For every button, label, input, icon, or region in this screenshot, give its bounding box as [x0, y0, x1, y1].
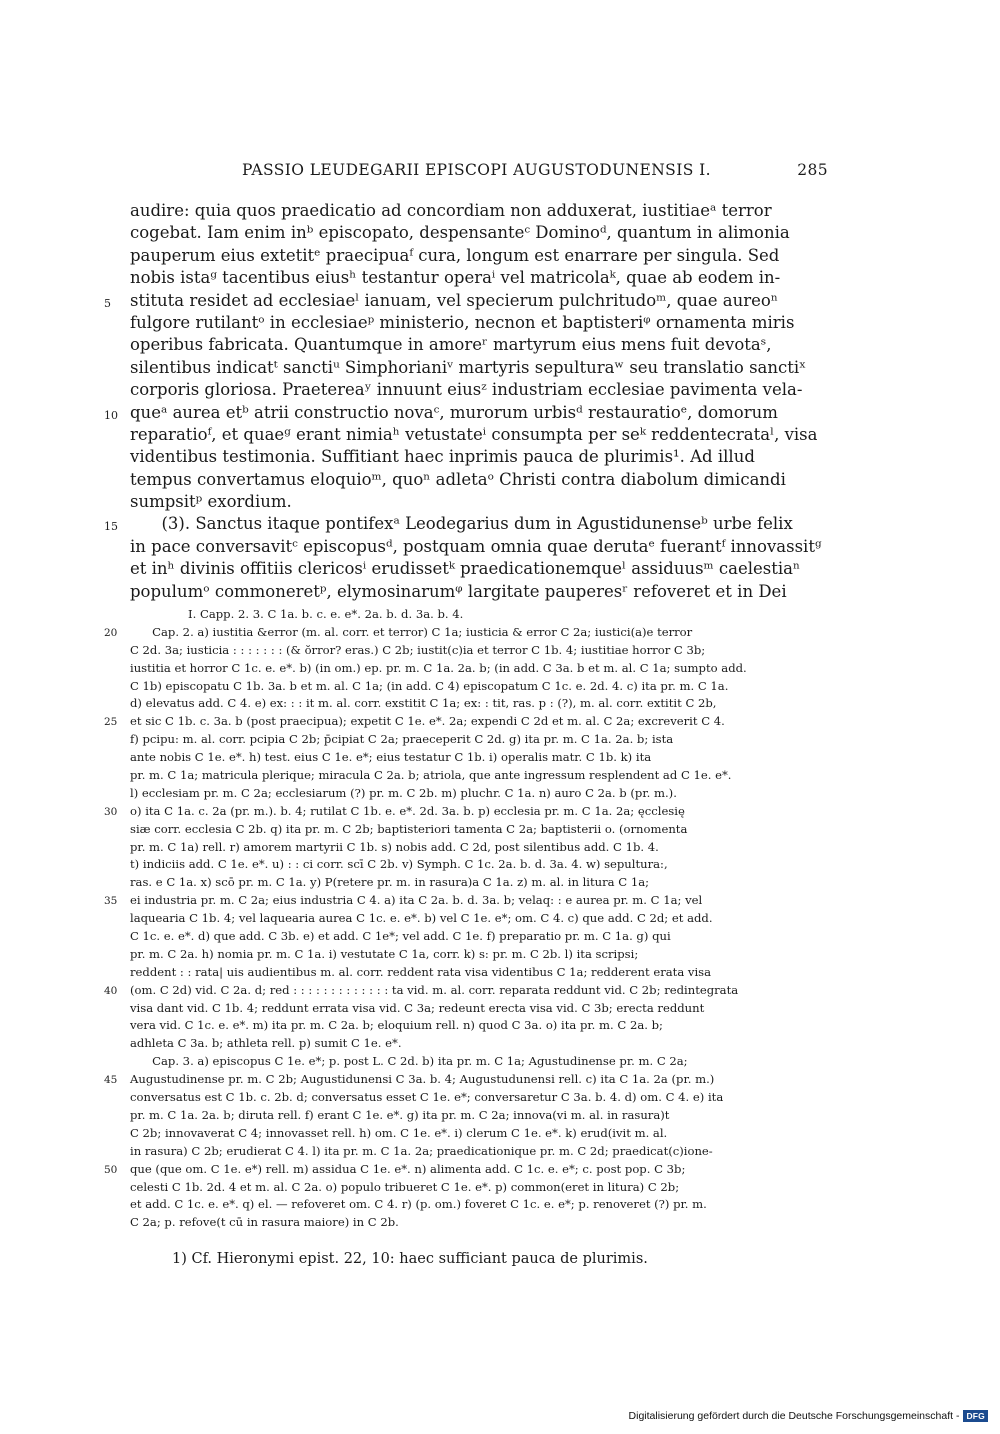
main-line-text: pauperum eius extetitᵉ praecipuaᶠ cura, longum est enarrare per singula. Sed [130, 245, 780, 265]
apparatus-line-text: C 2a; p. refove(t cū in rasura maiore) in C 2b. [130, 1215, 399, 1230]
footnote: 1) Cf. Hieronymi epist. 22, 10: haec sufficiant pauca de plurimis. [172, 1251, 648, 1267]
apparatus-line-text: pr. m. C 1a; matricula plerique; miracula C 2a. b; atriola, que ante ingressum resplendent ad C 1e. e*. [130, 768, 732, 783]
main-line [130, 200, 828, 222]
main-line-text: sumpsitᵖ exordium. [130, 492, 292, 512]
main-line [130, 245, 828, 267]
main-line [130, 334, 828, 356]
apparatus-line-text: C 2b; innovaverat C 4; innovasset rell. h) om. C 1e. e*. i) clerum C 1e. e*. k) erud(ivit m. al. [130, 1125, 668, 1140]
main-line [130, 357, 828, 379]
main-line [130, 491, 828, 513]
main-line-text: silentibus indicatᵗ sanctiᵘ Simphorianiᵛ martyris sepulturaʷ seu translatio sanctiˣ [130, 357, 807, 377]
apparatus-line-text: ei industria pr. m. C 2a; eius industria C 4. a) ita C 2a. b. d. 3a. b; velaq: : e aurea pr. m. C 1a; vel [130, 893, 703, 908]
dfg-logo: DFG [963, 1410, 988, 1422]
main-line-text: (3). Sanctus itaque pontifexᵃ Leodegarius dum in Agustidunenseᵇ urbe felix [130, 514, 793, 534]
main-line-text: fulgore rutilantᵒ in ecclesiaeᵖ ministerio, necnon et baptisteriᵠ ornamenta miris [130, 312, 795, 332]
main-line [130, 379, 828, 401]
main-line-text: in pace conversavitᶜ episcopusᵈ, postquam omnia quae derutaᵉ fuerantᶠ innovassitᵍ [130, 536, 822, 556]
apparatus-line [130, 767, 828, 785]
apparatus-line [130, 749, 828, 767]
running-header [130, 161, 828, 183]
apparatus-line-text: C 2d. 3a; iusticia : : : : : : : (& ŏrror? eras.) C 2b; iustit(c)ia et terror C 1b. 4; iustitiae horror C 3b; [130, 642, 706, 657]
apparatus-line-text: ante nobis C 1e. e*. h) test. eius C 1e. e*; eius testatur C 1b. i) operalis matr. C 1b. k) ita [130, 750, 652, 765]
apparatus-line-text: f) pcipu: m. al. corr. pcipia C 2b; p̄cipiat C 2a; praeceperit C 2d. g) ita pr. m. C 1a. 2a. b; ista [130, 732, 674, 747]
apparatus-line-text: Cap. 2. a) iustitia &error (m. al. corr. et terror) C 1a; iusticia & error C 2a; iustici(a)e terror [130, 624, 693, 639]
apparatus-line [130, 874, 828, 892]
apparatus-line [130, 1000, 828, 1018]
line-number: 30 [104, 805, 118, 818]
apparatus-line-text: o) ita C 1a. c. 2a (pr. m.). b. 4; rutilat C 1b. e. e*. 2d. 3a. b. p) ecclesia pr. m. C 1a. 2a; ęcclesię [130, 803, 685, 818]
apparatus-line-text: Cap. 3. a) episcopus C 1e. e*; p. post L. C 2d. b) ita pr. m. C 1a; Agustudinense pr. m. C 2a; [130, 1054, 688, 1069]
apparatus-line [130, 1053, 828, 1071]
apparatus-line [130, 964, 828, 982]
main-line-text: populumᵒ commoneretᵖ, elymosinarumᵠ largitate pauperesʳ refoveret et in Dei [130, 581, 787, 601]
main-line [130, 558, 828, 580]
main-line-text: corporis gloriosa. Praetereaʸ innuunt eiusᶻ industriam ecclesiae pavimenta vela- [130, 380, 803, 400]
apparatus-line-text: vera vid. C 1c. e. e*. m) ita pr. m. C 2a. b; eloquium rell. n) quod C 3a. o) ita pr. m. C 2a. b; [130, 1018, 663, 1033]
main-line [104, 513, 828, 535]
apparatus-line [130, 731, 828, 749]
main-text-block [104, 200, 828, 603]
line-number: 25 [104, 716, 118, 729]
apparatus-line [130, 1196, 828, 1214]
main-line [130, 267, 828, 289]
apparatus-line-text: et add. C 1c. e. e*. q) el. — refoveret om. C 4. r) (p. om.) foveret C 1c. e. e*; p. renoveret (?) pr. m. [130, 1197, 707, 1212]
line-number: 50 [104, 1163, 118, 1176]
apparatus-line [130, 946, 828, 964]
apparatus-line [104, 1071, 828, 1089]
apparatus-line-text: C 1c. e. e*. d) que add. C 3b. e) et add. C 1e*; vel add. C 1e. f) preparatio pr. m. C 1a. g) qui [130, 929, 671, 944]
main-line [130, 469, 828, 491]
apparatus-line-text: (om. C 2d) vid. C 2a. d; red : : : : : : : : : : : : : ta vid. m. al. corr. reparata reddunt vid. C 2b; redintegrata [130, 982, 739, 997]
apparatus-line [130, 910, 828, 928]
apparatus-line [104, 982, 828, 1000]
main-line [130, 446, 828, 468]
apparatus-line [104, 803, 828, 821]
apparatus-line-text: ras. e C 1a. x) scō pr. m. C 1a. y) P(retere pr. m. in rasura)a C 1a. z) m. al. in litura C 1a; [130, 875, 650, 890]
apparatus-line-text: pr. m. C 1a) rell. r) amorem martyrii C 1b. s) nobis add. C 2d, post silentibus add. C 1b. 4. [130, 839, 659, 854]
main-line-text: videntibus testimonia. Suffitiant haec inprimis pauca de plurimis¹. Ad illud [130, 447, 755, 467]
page-number: 285 [797, 161, 828, 179]
main-line-text: stituta residet ad ecclesiaeˡ ianuam, vel specierum pulchritudoᵐ, quae aureoⁿ [130, 290, 778, 310]
apparatus-line-text: l) ecclesiam pr. m. C 2a; ecclesiarum (?) pr. m. C 2b. m) pluchr. C 1a. n) auro C 2a. b (pr. m.). [130, 785, 677, 800]
apparatus-line-text: C 1b) episcopatu C 1b. 3a. b et m. al. C 1a; (in add. C 4) episcopatum C 1c. e. 2d. 4. c) ita pr. m. C 1a. [130, 678, 729, 693]
apparatus-line-text: et sic C 1b. c. 3a. b (post praecipua); expetit C 1e. e*. 2a; expendi C 2d et m. al. C 2a; excreverit C 4. [130, 714, 725, 729]
apparatus-line [130, 1107, 828, 1125]
apparatus-line [130, 928, 828, 946]
apparatus-line [104, 1161, 828, 1179]
apparatus-line-text: iustitia et horror C 1c. e. e*. b) (in om.) ep. pr. m. C 1a. 2a. b; (in add. C 3a. b et m. al. C 1a; sumpto add. [130, 660, 747, 675]
apparatus-line-text: reddent : : rata| uis audientibus m. al. corr. reddent rata visa videntibus C 1a; redderent erata visa [130, 964, 712, 979]
main-line-text: reparatioᶠ, et quaeᵍ erant nimiaʰ vetustateⁱ consumpta per seᵏ reddentecrataˡ, visa [130, 424, 818, 444]
apparatus-line-text: conversatus est C 1b. c. 2b. d; conversatus esset C 1e. e*; conversaretur C 3a. b. 4. d) om. C 4. e) ita [130, 1090, 724, 1105]
main-line-text: nobis istaᵍ tacentibus eiusʰ testantur operaⁱ vel matricolaᵏ, quae ab eodem in- [130, 268, 781, 288]
apparatus-line-text: siæ corr. ecclesia C 2b. q) ita pr. m. C 2b; baptisteriori tamenta C 2a; baptisterii o. (ornomenta [130, 821, 688, 836]
apparatus-line [130, 856, 828, 874]
line-number: 15 [104, 520, 118, 534]
apparatus-line-text: Augustudinense pr. m. C 2b; Augustidunensi C 3a. b. 4; Augustudunensi rell. c) ita C 1a. 2a (pr. m.) [130, 1072, 715, 1087]
line-number: 40 [104, 984, 118, 997]
apparatus-line [130, 839, 828, 857]
apparatus-line-text: t) indiciis add. C 1e. e*. u) : : ci corr. scī C 2b. v) Symph. C 1c. 2a. b. d. 3a. 4. w) sepultura:, [130, 857, 668, 872]
running-title: PASSIO LEUDEGARII EPISCOPI AUGUSTODUNENSIS I. [242, 161, 711, 179]
apparatus-line-text: celesti C 1b. 2d. 4 et m. al. C 2a. o) populo tribueret C 1e. e*. p) common(eret in litura) C 2b; [130, 1179, 680, 1194]
main-line-text: cogebat. Iam enim inᵇ episcopato, despensanteᶜ Dominoᵈ, quantum in alimonia [130, 223, 790, 243]
main-line [130, 222, 828, 244]
main-line-text: tempus convertamus eloquioᵐ, quoⁿ adletaᵒ Christi contra diabolum dimicandi [130, 469, 786, 489]
apparatus-line-text: laquearia C 1b. 4; vel laquearia aurea C 1c. e. e*. b) vel C 1e. e*; om. C 4. c) que add. C 2d; et add. [130, 911, 713, 926]
apparatus-line [104, 713, 828, 731]
apparatus-line-text: I. Capp. 2. 3. C 1a. b. c. e. e*. 2a. b. d. 3a. b. 4. [188, 607, 464, 621]
apparatus-line [130, 660, 828, 678]
apparatus-line [104, 892, 828, 910]
apparatus-line [130, 695, 828, 713]
apparatus-line-text: pr. m. C 2a. h) nomia pr. m. C 1a. i) vestutate C 1a, corr. k) s: pr. m. C 2b. l) ita scripsi; [130, 946, 639, 961]
apparatus-line [130, 1089, 828, 1107]
apparatus-line [130, 785, 828, 803]
apparatus-line [130, 1035, 828, 1053]
main-line [104, 290, 828, 312]
apparatus-line-text: adhleta C 3a. b; athleta rell. p) sumit C 1e. e*. [130, 1036, 402, 1051]
apparatus-line [130, 1125, 828, 1143]
apparatus-line-text: visa dant vid. C 1b. 4; reddunt errata visa vid. C 3a; redeunt erecta visa vid. C 3b; erecta reddunt [130, 1000, 705, 1015]
main-line-text: audire: quia quos praedicatio ad concordiam non adduxerat, iustitiaeᵃ terror [130, 201, 772, 220]
line-number: 45 [104, 1074, 118, 1087]
main-line [130, 312, 828, 334]
apparatus-line-text: que (que om. C 1e. e*) rell. m) assidua C 1e. e*. n) alimenta add. C 1c. e. e*; c. post pop. C 3b; [130, 1161, 686, 1176]
apparatus-line [130, 606, 828, 624]
digitization-credit [629, 1410, 988, 1422]
credit-text: Digitalisierung gefördert durch die Deutsche Forschungsgemeinschaft - [628, 1410, 960, 1422]
main-line-text: operibus fabricata. Quantumque in amoreʳ martyrum eius mens fuit devotaˢ, [130, 335, 772, 355]
apparatus-line-text: pr. m. C 1a. 2a. b; diruta rell. f) erant C 1e. e*. g) ita pr. m. C 2a; innova(vi m. al. in rasura)t [130, 1107, 670, 1122]
apparatus-line [130, 1143, 828, 1161]
apparatus-line [130, 1214, 828, 1232]
line-number: 10 [104, 408, 118, 422]
line-number: 20 [104, 626, 118, 639]
line-number: 5 [104, 296, 111, 310]
main-line [104, 402, 828, 424]
apparatus-line [130, 1179, 828, 1197]
main-line [130, 536, 828, 558]
critical-apparatus [104, 606, 828, 1232]
apparatus-line-text: d) elevatus add. C 4. e) ex: : : it m. al. corr. exstitit C 1a; ex: : tit, ras. p : (?), m. al. corr. extitit C 2b, [130, 696, 717, 711]
main-line-text: et inʰ divinis offitiis clericosⁱ erudissetᵏ praedicationemqueˡ assiduusᵐ caelestiaⁿ [130, 559, 801, 579]
apparatus-line [130, 678, 828, 696]
apparatus-line [130, 642, 828, 660]
main-line [130, 581, 828, 603]
apparatus-line [130, 821, 828, 839]
main-line-text: queᵃ aurea etᵇ atrii constructio novaᶜ, murorum urbisᵈ restauratioᵉ, domorum [130, 402, 778, 422]
apparatus-line [130, 1017, 828, 1035]
main-line [130, 424, 828, 446]
apparatus-line-text: in rasura) C 2b; erudierat C 4. l) ita pr. m. C 1a. 2a; praedicationique pr. m. C 2d; praedicat(c)ione- [130, 1143, 713, 1158]
line-number: 35 [104, 895, 118, 908]
apparatus-line [104, 624, 828, 642]
